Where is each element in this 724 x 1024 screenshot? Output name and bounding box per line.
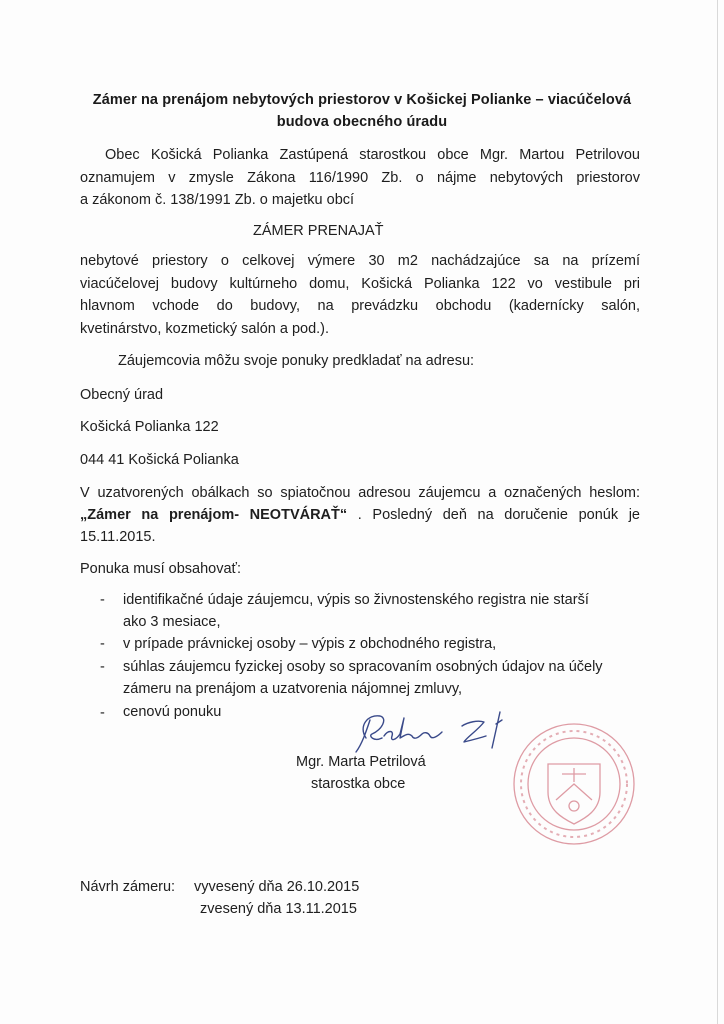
posted-date: vyvesený dňa 26.10.2015 [194, 879, 360, 895]
requirement-4-line-1: cenovú ponuku [123, 704, 222, 720]
bullet-marker: - [100, 705, 105, 721]
section-heading: ZÁMER PRENAJAŤ [253, 223, 384, 239]
envelope-line-2 [80, 504, 640, 526]
envelope-deadline-text: . Posledný deň na doručenie ponúk je [347, 507, 640, 523]
requirements-heading: Ponuka musí obsahovať: [80, 561, 242, 577]
intro-paragraph [80, 144, 640, 212]
handwritten-signature [338, 708, 518, 758]
envelope-line-1: V uzatvorených obálkach so spiatočnou adresou záujemcu a označených heslom: [80, 485, 640, 501]
envelope-paragraph [80, 482, 640, 548]
address-line-1: Obecný úrad [80, 387, 164, 403]
requirement-3-line-2: zámeru na prenájom a uzatvorenia nájomnej zmluvy, [123, 681, 463, 697]
document-title-line-2: budova obecného úradu [276, 114, 448, 130]
requirement-1-line-2: ako 3 mesiace, [123, 614, 221, 630]
bullet-marker: - [100, 659, 105, 675]
body-line-2: viacúčelovej budovy kultúrneho domu, Košická Polianka 122 vo vestibule pri [80, 275, 640, 292]
offers-instruction: Záujemcovia môžu svoje ponuky predkladať na adresu: [118, 353, 475, 369]
body-line-4: kvetinárstvo, kozmetický salón a pod.). [80, 320, 330, 337]
document-title-line-1: Zámer na prenájom nebytových priestorov v Košickej Polianke – viacúčelová [92, 92, 632, 108]
intro-line-1: Obec Košická Polianka Zastúpená starostkou obce Mgr. Martou Petrilovou [105, 147, 640, 163]
body-line-1: nebytové priestory o celkovej výmere 30 m2 nachádzajúce sa na prízemí [80, 253, 640, 269]
removed-date: zvesený dňa 13.11.2015 [200, 901, 357, 917]
draft-label: Návrh zámeru: [80, 879, 176, 895]
signatory-name: Mgr. Marta Petrilová [296, 754, 426, 770]
page-edge-line [717, 0, 718, 1024]
body-paragraph [80, 250, 640, 340]
envelope-keyword: „Zámer na prenájom- NEOTVÁRAŤ“ [80, 507, 348, 523]
intro-line-3: a zákonom č. 138/1991 Zb. o majetku obcí [80, 192, 355, 208]
requirement-3-line-1: súhlas záujemcu fyzickej osoby so spracovaním osobných údajov na účely [123, 659, 603, 675]
bullet-marker: - [100, 592, 105, 608]
official-stamp-seal [508, 718, 640, 850]
requirement-1-line-1: identifikačné údaje záujemcu, výpis so živnostenského registra nie starší [123, 592, 589, 608]
bullet-marker: - [100, 636, 105, 652]
intro-line-2: oznamujem v zmysle Zákona 116/1990 Zb. o nájme nebytových priestorov [80, 169, 640, 186]
envelope-line-3: 15.11.2015. [80, 529, 156, 545]
body-line-3: hlavnom vchode do budovy, na prevádzku obchodu (kadernícky salón, [80, 298, 640, 314]
requirement-2-line-1: v prípade právnickej osoby – výpis z obchodného registra, [123, 636, 497, 652]
address-line-2: Košická Polianka 122 [80, 419, 219, 435]
signatory-role: starostka obce [311, 776, 406, 792]
address-line-3: 044 41 Košická Polianka [80, 452, 239, 468]
